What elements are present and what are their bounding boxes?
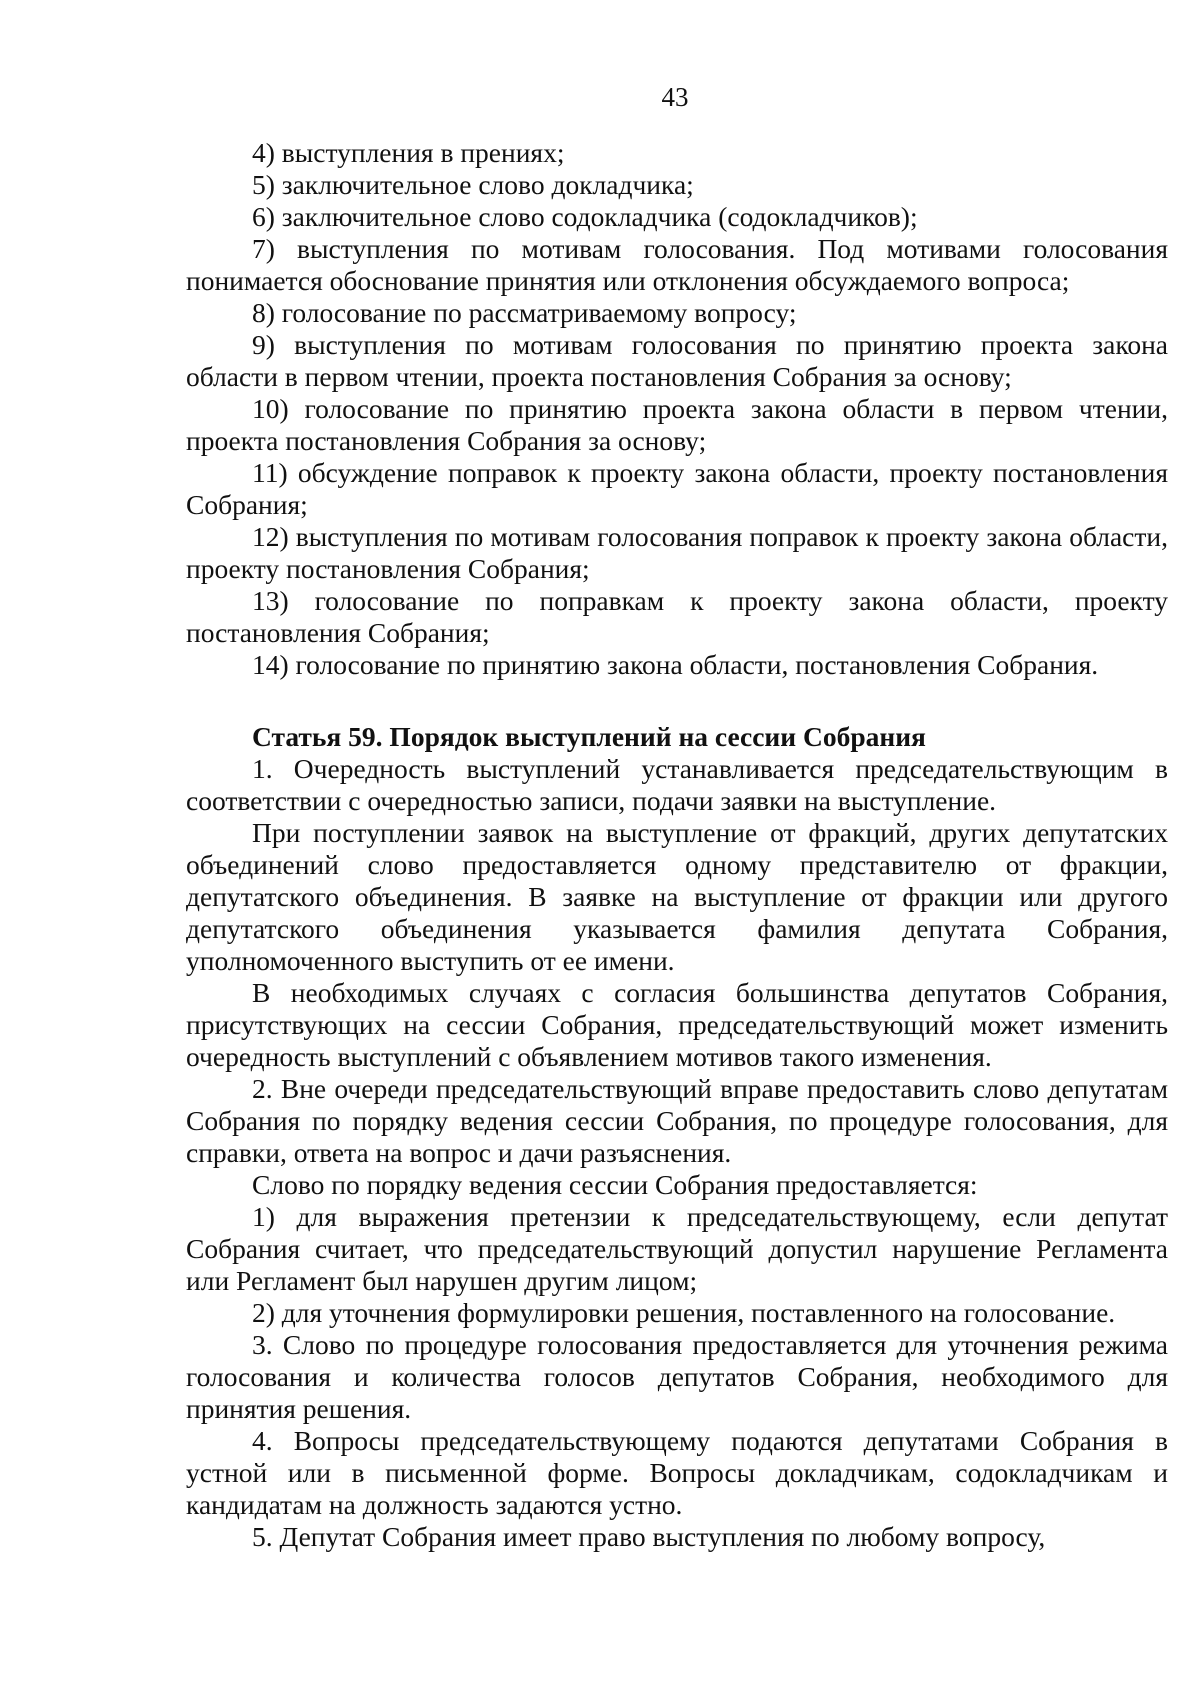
list-item: 11) обсуждение поправок к проекту закона области, проекту постановления Собрания; <box>186 457 1168 520</box>
list-item: 14) голосование по принятию закона области, постановления Собрания. <box>252 649 1099 680</box>
list-item: 7) выступления по мотивам голосования. Под мотивами голосования понимается обоснование принятия или отклонения обсуждаемого вопроса; <box>186 233 1168 296</box>
list-item: 12) выступления по мотивам голосования поправок к проекту закона области, проекту постановления Собрания; <box>186 521 1168 584</box>
article-paragraph: 4. Вопросы председательствующему подаются депутатами Собрания в устной или в письменной форме. Вопросы докладчикам, содокладчикам и кандидатам на должность задаются устно. <box>186 1425 1168 1520</box>
article-paragraph: 1) для выражения претензии к председательствующему, если депутат Собрания считает, что председательствующий допустил нарушение Регламента или Регламент был нарушен другим лицом; <box>186 1201 1168 1296</box>
article-paragraph: Слово по порядку ведения сессии Собрания предоставляется: <box>252 1169 978 1200</box>
page-number: 43 <box>661 82 689 112</box>
article-paragraph: При поступлении заявок на выступление от фракций, других депутатских объединений слово предоставляется одному представителю от фракции, депутатского объединения. В заявке на выступление от фракции или другого депутатского объединения указывается фамилия депутата Собрания, уполномоченного выступить от ее имени. <box>186 817 1168 976</box>
list-item: 4) выступления в прениях; <box>252 137 565 168</box>
list-item: 10) голосование по принятию проекта закона области в первом чтении, проекта постановления Собрания за основу; <box>186 393 1168 456</box>
list-item: 8) голосование по рассматриваемому вопросу; <box>252 297 797 328</box>
list-item: 9) выступления по мотивам голосования по принятию проекта закона области в первом чтении, проекта постановления Собрания за основу; <box>186 329 1168 392</box>
article-paragraph: 5. Депутат Собрания имеет право выступления по любому вопросу, <box>252 1521 1046 1552</box>
document-body <box>186 137 1168 1553</box>
article-paragraph: 2. Вне очереди председательствующий вправе предоставить слово депутатам Собрания по порядку ведения сессии Собрания, по процедуре голосования, для справки, ответа на вопрос и дачи разъяснения. <box>186 1073 1168 1168</box>
list-item: 13) голосование по поправкам к проекту закона области, проекту постановления Собрания; <box>186 585 1168 648</box>
article-paragraph: 2) для уточнения формулировки решения, поставленного на голосование. <box>252 1297 1116 1328</box>
list-item: 6) заключительное слово содокладчика (содокладчиков); <box>252 201 918 232</box>
article-paragraph: В необходимых случаях с согласия большинства депутатов Собрания, присутствующих на сессии Собрания, председательствующий может изменить очередность выступлений с объявлением мотивов такого изменения. <box>186 977 1168 1072</box>
article-heading: Статья 59. Порядок выступлений на сессии Собрания <box>252 721 926 752</box>
list-item: 5) заключительное слово докладчика; <box>252 169 694 200</box>
article-paragraph: 3. Слово по процедуре голосования предоставляется для уточнения режима голосования и количества голосов депутатов Собрания, необходимого для принятия решения. <box>186 1329 1168 1424</box>
article-paragraph: 1. Очередность выступлений устанавливается председательствующим в соответствии с очередностью записи, подачи заявки на выступление. <box>186 753 1168 816</box>
